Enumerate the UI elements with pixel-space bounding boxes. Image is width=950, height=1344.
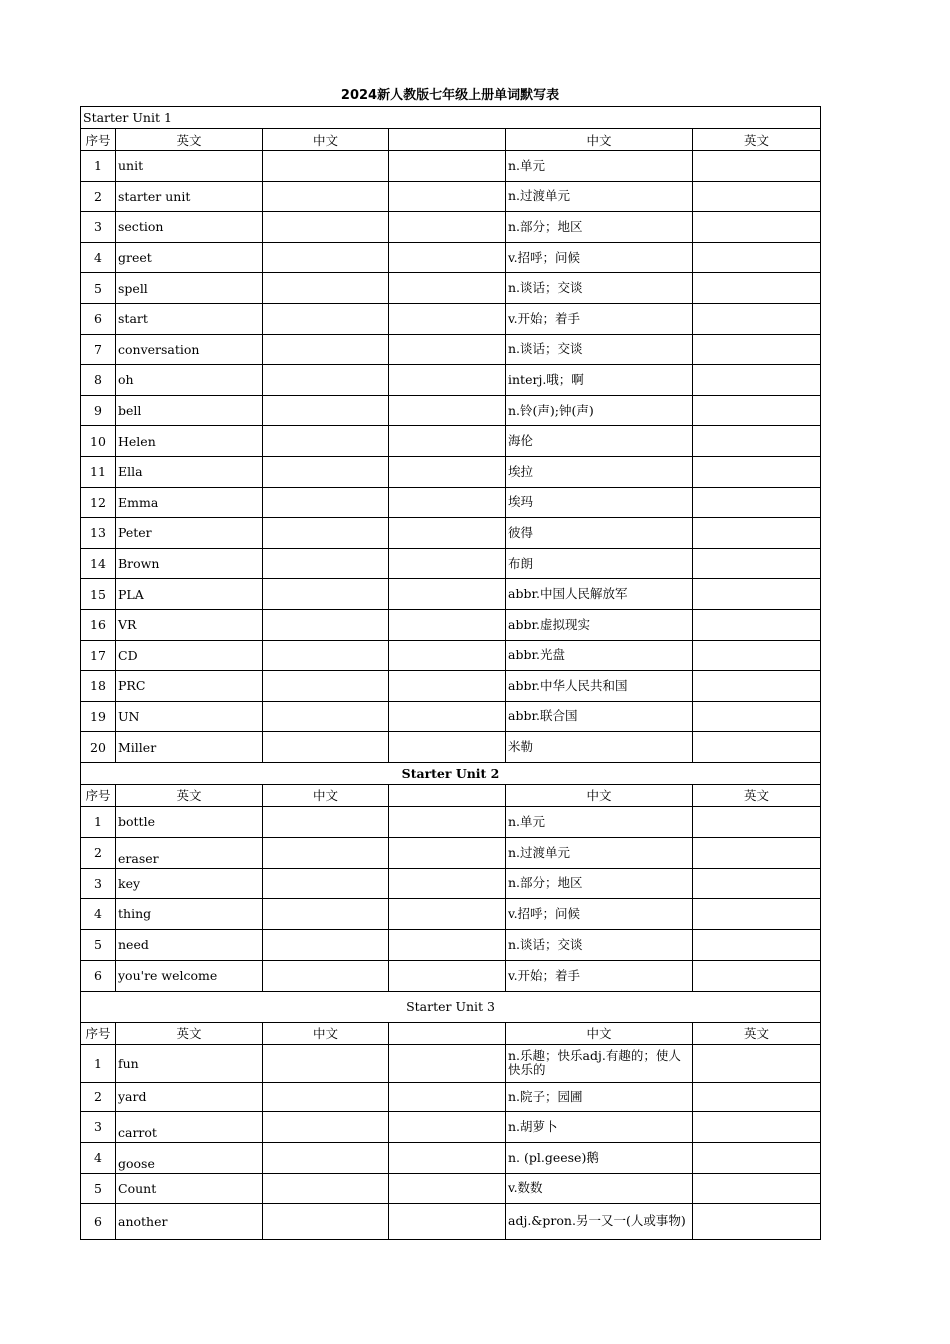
english-answer-cell[interactable] bbox=[693, 806, 821, 837]
chinese-answer-cell[interactable] bbox=[263, 1111, 389, 1142]
english-word: need bbox=[116, 929, 263, 960]
english-word: unit bbox=[116, 151, 263, 182]
blank-cell[interactable] bbox=[389, 929, 506, 960]
blank-cell[interactable] bbox=[389, 640, 506, 671]
blank-cell[interactable] bbox=[389, 1173, 506, 1203]
chinese-meaning: n.单元 bbox=[506, 151, 693, 182]
english-word: thing bbox=[116, 898, 263, 929]
english-word: key bbox=[116, 868, 263, 898]
row-number: 6 bbox=[81, 960, 116, 991]
blank-cell[interactable] bbox=[389, 806, 506, 837]
row-number: 6 bbox=[81, 1203, 116, 1239]
table-row bbox=[81, 1142, 821, 1173]
table-row bbox=[81, 426, 821, 457]
chinese-answer-cell[interactable] bbox=[263, 1203, 389, 1239]
unit-title-row bbox=[81, 991, 821, 1022]
blank-cell[interactable] bbox=[389, 1203, 506, 1239]
row-number: 11 bbox=[81, 456, 116, 487]
english-answer-cell[interactable] bbox=[693, 334, 821, 365]
chinese-answer-cell[interactable] bbox=[263, 671, 389, 702]
english-answer-cell[interactable] bbox=[693, 579, 821, 610]
english-answer-cell[interactable] bbox=[693, 1203, 821, 1239]
row-number: 8 bbox=[81, 365, 116, 396]
chinese-answer-cell[interactable] bbox=[263, 151, 389, 182]
table-row bbox=[81, 960, 821, 991]
chinese-meaning: n.院子；园圃 bbox=[506, 1082, 693, 1111]
english-word: section bbox=[116, 212, 263, 243]
english-answer-cell[interactable] bbox=[693, 640, 821, 671]
header-number: 序号 bbox=[81, 1022, 116, 1044]
blank-cell[interactable] bbox=[389, 181, 506, 212]
english-answer-cell[interactable] bbox=[693, 609, 821, 640]
row-number: 10 bbox=[81, 426, 116, 457]
blank-cell[interactable] bbox=[389, 273, 506, 304]
table-row bbox=[81, 1203, 821, 1239]
english-answer-cell[interactable] bbox=[693, 303, 821, 334]
chinese-answer-cell[interactable] bbox=[263, 518, 389, 549]
header-english: 英文 bbox=[116, 784, 263, 806]
english-word: yard bbox=[116, 1082, 263, 1111]
blank-cell[interactable] bbox=[389, 212, 506, 243]
row-number: 6 bbox=[81, 303, 116, 334]
chinese-answer-cell[interactable] bbox=[263, 242, 389, 273]
english-answer-cell[interactable] bbox=[693, 487, 821, 518]
table-row bbox=[81, 181, 821, 212]
table-row bbox=[81, 929, 821, 960]
chinese-answer-cell[interactable] bbox=[263, 365, 389, 396]
unit-title: Starter Unit 2 bbox=[81, 762, 821, 784]
table-row bbox=[81, 1111, 821, 1142]
english-answer-cell[interactable] bbox=[693, 181, 821, 212]
table-row bbox=[81, 640, 821, 671]
header-english: 英文 bbox=[116, 129, 263, 151]
chinese-meaning: adj.&pron.另一又一(人或事物) bbox=[506, 1203, 693, 1239]
blank-cell[interactable] bbox=[389, 151, 506, 182]
blank-cell[interactable] bbox=[389, 395, 506, 426]
row-number: 5 bbox=[81, 1173, 116, 1203]
table-row bbox=[81, 151, 821, 182]
blank-cell[interactable] bbox=[389, 732, 506, 763]
english-word: start bbox=[116, 303, 263, 334]
chinese-meaning: 埃玛 bbox=[506, 487, 693, 518]
chinese-answer-cell[interactable] bbox=[263, 701, 389, 732]
blank-cell[interactable] bbox=[389, 456, 506, 487]
header-row bbox=[81, 1022, 821, 1044]
chinese-answer-cell[interactable] bbox=[263, 1173, 389, 1203]
page-title: 2024新人教版七年级上册单词默写表 bbox=[340, 88, 560, 103]
chinese-answer-cell[interactable] bbox=[263, 960, 389, 991]
english-answer-cell[interactable] bbox=[693, 365, 821, 396]
english-word: eraser bbox=[116, 837, 263, 868]
english-word: Count bbox=[116, 1173, 263, 1203]
unit-title-text: Starter Unit 3 bbox=[406, 998, 495, 1014]
table-row bbox=[81, 273, 821, 304]
english-word: greet bbox=[116, 242, 263, 273]
table-row bbox=[81, 487, 821, 518]
blank-cell[interactable] bbox=[389, 868, 506, 898]
chinese-answer-cell[interactable] bbox=[263, 609, 389, 640]
header-blank bbox=[389, 129, 506, 151]
chinese-answer-cell[interactable] bbox=[263, 640, 389, 671]
table-row bbox=[81, 868, 821, 898]
chinese-answer-cell[interactable] bbox=[263, 929, 389, 960]
chinese-meaning: n.单元 bbox=[506, 806, 693, 837]
header-number: 序号 bbox=[81, 129, 116, 151]
english-answer-cell[interactable] bbox=[693, 960, 821, 991]
header-row bbox=[81, 129, 821, 151]
english-word: VR bbox=[116, 609, 263, 640]
header-row bbox=[81, 784, 821, 806]
english-answer-cell[interactable] bbox=[693, 395, 821, 426]
table-row bbox=[81, 334, 821, 365]
english-answer-cell[interactable] bbox=[693, 1142, 821, 1173]
chinese-meaning: abbr.光盘 bbox=[506, 640, 693, 671]
blank-cell[interactable] bbox=[389, 898, 506, 929]
english-word: Ella bbox=[116, 456, 263, 487]
blank-cell[interactable] bbox=[389, 701, 506, 732]
chinese-meaning: n.胡萝卜 bbox=[506, 1111, 693, 1142]
header-chinese-2: 中文 bbox=[506, 1022, 693, 1044]
row-number: 4 bbox=[81, 1142, 116, 1173]
chinese-meaning: v.数数 bbox=[506, 1173, 693, 1203]
chinese-answer-cell[interactable] bbox=[263, 1044, 389, 1082]
header-number: 序号 bbox=[81, 784, 116, 806]
table-row bbox=[81, 837, 821, 868]
row-number: 12 bbox=[81, 487, 116, 518]
chinese-answer-cell[interactable] bbox=[263, 395, 389, 426]
blank-cell[interactable] bbox=[389, 1142, 506, 1173]
english-word: UN bbox=[116, 701, 263, 732]
chinese-answer-cell[interactable] bbox=[263, 426, 389, 457]
blank-cell[interactable] bbox=[389, 548, 506, 579]
table-row bbox=[81, 609, 821, 640]
english-answer-cell[interactable] bbox=[693, 1111, 821, 1142]
chinese-meaning: 彼得 bbox=[506, 518, 693, 549]
row-number: 4 bbox=[81, 242, 116, 273]
english-word: CD bbox=[116, 640, 263, 671]
english-word: PLA bbox=[116, 579, 263, 610]
chinese-answer-cell[interactable] bbox=[263, 1082, 389, 1111]
chinese-answer-cell[interactable] bbox=[263, 548, 389, 579]
table-row bbox=[81, 303, 821, 334]
row-number: 17 bbox=[81, 640, 116, 671]
row-number: 1 bbox=[81, 151, 116, 182]
chinese-answer-cell[interactable] bbox=[263, 1142, 389, 1173]
english-word: Miller bbox=[116, 732, 263, 763]
header-chinese: 中文 bbox=[263, 1022, 389, 1044]
blank-cell[interactable] bbox=[389, 837, 506, 868]
row-number: 20 bbox=[81, 732, 116, 763]
row-number: 3 bbox=[81, 1111, 116, 1142]
table-row bbox=[81, 242, 821, 273]
chinese-meaning: v.招呼；问候 bbox=[506, 242, 693, 273]
chinese-answer-cell[interactable] bbox=[263, 212, 389, 243]
blank-cell[interactable] bbox=[389, 609, 506, 640]
chinese-meaning: v.招呼；问候 bbox=[506, 898, 693, 929]
header-english: 英文 bbox=[116, 1022, 263, 1044]
chinese-meaning: abbr.虚拟现实 bbox=[506, 609, 693, 640]
english-answer-cell[interactable] bbox=[693, 548, 821, 579]
table-row bbox=[81, 518, 821, 549]
chinese-meaning: n.过渡单元 bbox=[506, 181, 693, 212]
blank-cell[interactable] bbox=[389, 1111, 506, 1142]
chinese-answer-cell[interactable] bbox=[263, 487, 389, 518]
english-answer-cell[interactable] bbox=[693, 1173, 821, 1203]
chinese-answer-cell[interactable] bbox=[263, 334, 389, 365]
header-english-2: 英文 bbox=[693, 784, 821, 806]
header-chinese: 中文 bbox=[263, 784, 389, 806]
chinese-answer-cell[interactable] bbox=[263, 868, 389, 898]
unit-title-row bbox=[81, 762, 821, 784]
english-answer-cell[interactable] bbox=[693, 701, 821, 732]
english-answer-cell[interactable] bbox=[693, 868, 821, 898]
blank-cell[interactable] bbox=[389, 960, 506, 991]
english-answer-cell[interactable] bbox=[693, 671, 821, 702]
english-word: bell bbox=[116, 395, 263, 426]
english-answer-cell[interactable] bbox=[693, 837, 821, 868]
row-number: 2 bbox=[81, 181, 116, 212]
row-number: 15 bbox=[81, 579, 116, 610]
row-number: 3 bbox=[81, 212, 116, 243]
chinese-meaning: n.部分；地区 bbox=[506, 868, 693, 898]
chinese-meaning: n.过渡单元 bbox=[506, 837, 693, 868]
chinese-meaning: n.谈话；交谈 bbox=[506, 929, 693, 960]
row-number: 5 bbox=[81, 273, 116, 304]
chinese-meaning: n.谈话；交谈 bbox=[506, 334, 693, 365]
english-word: goose bbox=[116, 1142, 263, 1173]
table-row bbox=[81, 898, 821, 929]
english-answer-cell[interactable] bbox=[693, 242, 821, 273]
blank-cell[interactable] bbox=[389, 303, 506, 334]
chinese-answer-cell[interactable] bbox=[263, 732, 389, 763]
row-number: 4 bbox=[81, 898, 116, 929]
table-row bbox=[81, 456, 821, 487]
table-row bbox=[81, 395, 821, 426]
chinese-meaning: n.谈话；交谈 bbox=[506, 273, 693, 304]
chinese-answer-cell[interactable] bbox=[263, 456, 389, 487]
chinese-meaning: n. (pl.geese)鹅 bbox=[506, 1142, 693, 1173]
header-chinese-2: 中文 bbox=[506, 784, 693, 806]
row-number: 7 bbox=[81, 334, 116, 365]
row-number: 2 bbox=[81, 1082, 116, 1111]
english-answer-cell[interactable] bbox=[693, 456, 821, 487]
chinese-meaning: n.乐趣；快乐adj.有趣的；使人快乐的 bbox=[506, 1044, 693, 1082]
table-row bbox=[81, 1044, 821, 1082]
vocabulary-table bbox=[80, 106, 821, 1240]
chinese-meaning: interj.哦；啊 bbox=[506, 365, 693, 396]
row-number: 13 bbox=[81, 518, 116, 549]
unit-title bbox=[81, 991, 821, 1022]
english-word: another bbox=[116, 1203, 263, 1239]
row-number: 1 bbox=[81, 806, 116, 837]
row-number: 5 bbox=[81, 929, 116, 960]
table-row bbox=[81, 1082, 821, 1111]
blank-cell[interactable] bbox=[389, 579, 506, 610]
table-row bbox=[81, 1173, 821, 1203]
blank-cell[interactable] bbox=[389, 671, 506, 702]
row-number: 14 bbox=[81, 548, 116, 579]
header-english-2: 英文 bbox=[693, 1022, 821, 1044]
english-word: Emma bbox=[116, 487, 263, 518]
english-word: starter unit bbox=[116, 181, 263, 212]
table-row bbox=[81, 212, 821, 243]
english-word: fun bbox=[116, 1044, 263, 1082]
table-row bbox=[81, 806, 821, 837]
blank-cell[interactable] bbox=[389, 487, 506, 518]
blank-cell[interactable] bbox=[389, 365, 506, 396]
chinese-answer-cell[interactable] bbox=[263, 898, 389, 929]
table-row bbox=[81, 701, 821, 732]
chinese-answer-cell[interactable] bbox=[263, 181, 389, 212]
english-answer-cell[interactable] bbox=[693, 212, 821, 243]
blank-cell[interactable] bbox=[389, 1044, 506, 1082]
english-word: spell bbox=[116, 273, 263, 304]
header-blank bbox=[389, 784, 506, 806]
header-chinese-2: 中文 bbox=[506, 129, 693, 151]
english-word: carrot bbox=[116, 1111, 263, 1142]
row-number: 19 bbox=[81, 701, 116, 732]
row-number: 1 bbox=[81, 1044, 116, 1082]
row-number: 18 bbox=[81, 671, 116, 702]
english-answer-cell[interactable] bbox=[693, 273, 821, 304]
chinese-meaning: v.开始；着手 bbox=[506, 303, 693, 334]
chinese-meaning: n.部分；地区 bbox=[506, 212, 693, 243]
english-answer-cell[interactable] bbox=[693, 518, 821, 549]
english-answer-cell[interactable] bbox=[693, 1082, 821, 1111]
blank-cell[interactable] bbox=[389, 1082, 506, 1111]
chinese-meaning: 布朗 bbox=[506, 548, 693, 579]
english-word: conversation bbox=[116, 334, 263, 365]
row-number: 3 bbox=[81, 868, 116, 898]
blank-cell[interactable] bbox=[389, 518, 506, 549]
english-answer-cell[interactable] bbox=[693, 732, 821, 763]
header-english-2: 英文 bbox=[693, 129, 821, 151]
chinese-answer-cell[interactable] bbox=[263, 579, 389, 610]
chinese-meaning: abbr.中华人民共和国 bbox=[506, 671, 693, 702]
chinese-answer-cell[interactable] bbox=[263, 273, 389, 304]
header-blank bbox=[389, 1022, 506, 1044]
blank-cell[interactable] bbox=[389, 426, 506, 457]
row-number: 9 bbox=[81, 395, 116, 426]
chinese-meaning: 海伦 bbox=[506, 426, 693, 457]
english-word: Helen bbox=[116, 426, 263, 457]
table-row bbox=[81, 579, 821, 610]
chinese-answer-cell[interactable] bbox=[263, 837, 389, 868]
english-word: Brown bbox=[116, 548, 263, 579]
row-number: 2 bbox=[81, 837, 116, 868]
english-answer-cell[interactable] bbox=[693, 1044, 821, 1082]
header-chinese: 中文 bbox=[263, 129, 389, 151]
english-word: you're welcome bbox=[116, 960, 263, 991]
chinese-meaning: n.铃(声);钟(声) bbox=[506, 395, 693, 426]
english-word: Peter bbox=[116, 518, 263, 549]
chinese-meaning: abbr.联合国 bbox=[506, 701, 693, 732]
table-row bbox=[81, 548, 821, 579]
chinese-meaning: 米勒 bbox=[506, 732, 693, 763]
english-answer-cell[interactable] bbox=[693, 898, 821, 929]
chinese-meaning: v.开始；着手 bbox=[506, 960, 693, 991]
english-word: PRC bbox=[116, 671, 263, 702]
chinese-answer-cell[interactable] bbox=[263, 806, 389, 837]
chinese-answer-cell[interactable] bbox=[263, 303, 389, 334]
unit-title: Starter Unit 1 bbox=[81, 107, 821, 129]
english-word: bottle bbox=[116, 806, 263, 837]
table-row bbox=[81, 671, 821, 702]
unit-title-row bbox=[81, 107, 821, 129]
table-row bbox=[81, 365, 821, 396]
table-row bbox=[81, 732, 821, 763]
english-answer-cell[interactable] bbox=[693, 426, 821, 457]
english-answer-cell[interactable] bbox=[693, 151, 821, 182]
blank-cell[interactable] bbox=[389, 242, 506, 273]
chinese-meaning: abbr.中国人民解放军 bbox=[506, 579, 693, 610]
row-number: 16 bbox=[81, 609, 116, 640]
blank-cell[interactable] bbox=[389, 334, 506, 365]
english-answer-cell[interactable] bbox=[693, 929, 821, 960]
chinese-meaning: 埃拉 bbox=[506, 456, 693, 487]
english-word: oh bbox=[116, 365, 263, 396]
